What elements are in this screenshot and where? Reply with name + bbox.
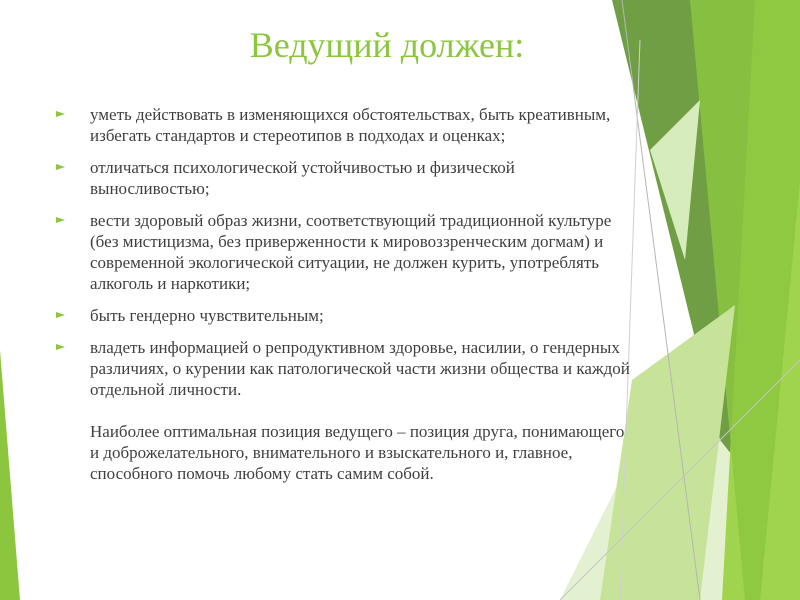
bullet-text: вести здоровый образ жизни, соответствующий традиционной культуре (без мистицизма, без приверженности к мировоззренческим догмам) и современной экологической ситуации, не должен курить, употреблять алкоголь и наркотики; [90, 211, 612, 293]
bullet-text: уметь действовать в изменяющихся обстоятельствах, быть креативным, избегать стандартов и стереотипов в подходах и оценках; [90, 105, 611, 145]
left-edge-accent [0, 350, 20, 600]
triangle-right-icon [56, 111, 65, 117]
bullet-item [56, 104, 636, 146]
bullet-text: владеть информацией о репродуктивном здоровье, насилии, о гендерных различиях, о курении как патологической части жизни общества и каждой отдельной личности. [90, 338, 630, 399]
triangle-right-icon [56, 164, 65, 170]
bullet-item [56, 337, 636, 400]
slide-content [56, 104, 636, 501]
bullet-item [56, 305, 636, 326]
bullet-text: отличаться психологической устойчивостью и физической выносливостью; [90, 158, 515, 198]
bullet-list [56, 104, 636, 400]
bullet-text: быть гендерно чувствительным; [90, 306, 324, 325]
slide-title: Ведущий должен: [249, 25, 525, 65]
closing-paragraph: Наиболее оптимальная позиция ведущего – позиция друга, понимающего и доброжелательного, внимательного и взыскательного и, главное, способного помочь любому стать самим собой. [90, 422, 625, 483]
triangle-right-icon [56, 217, 65, 223]
triangle-right-icon [56, 312, 65, 318]
triangle-right-icon [56, 344, 65, 350]
bullet-item [56, 210, 636, 294]
bullet-item [56, 157, 636, 199]
